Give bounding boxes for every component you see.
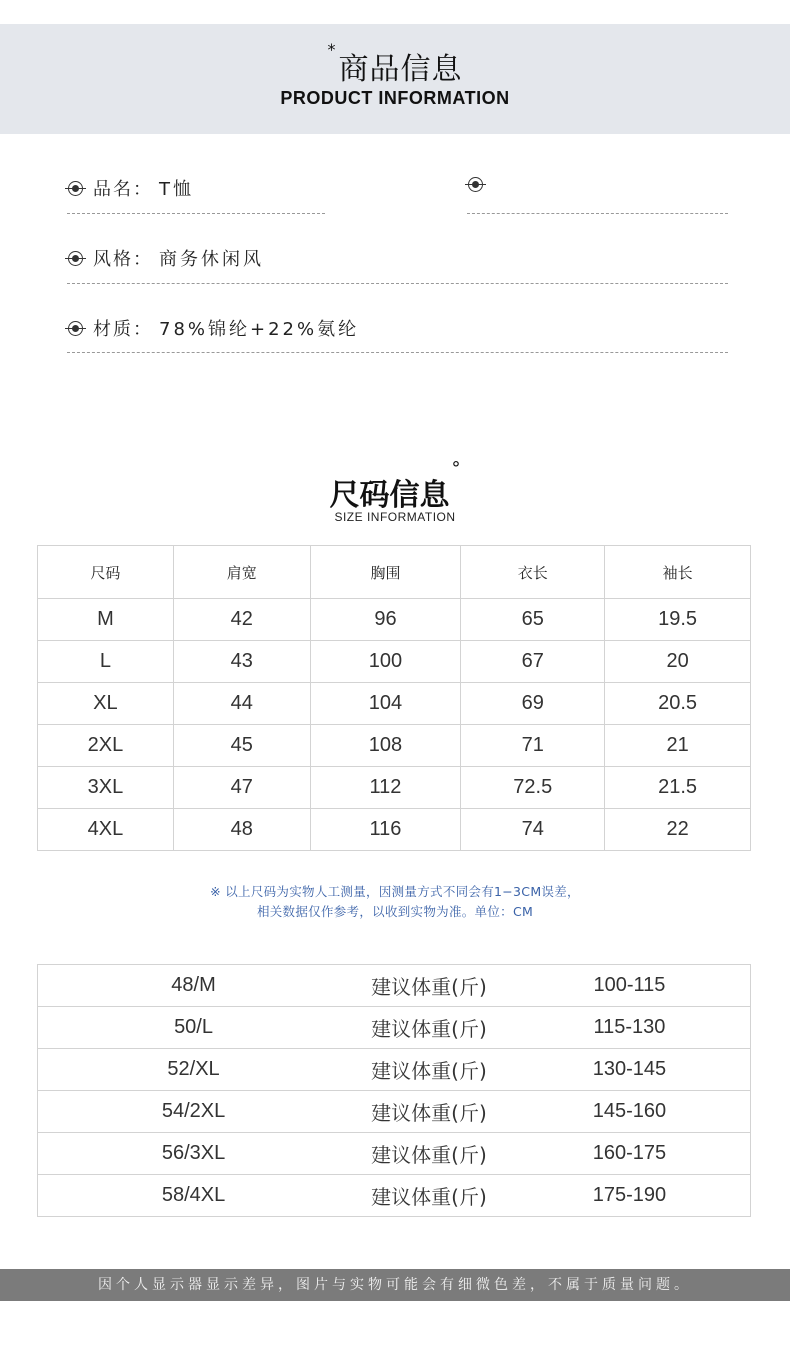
- material-label: 材质：: [93, 319, 153, 340]
- size-subtitle: SIZE INFORMATION: [334, 510, 456, 524]
- crosshair-icon: [468, 177, 483, 192]
- table-cell: M: [38, 599, 174, 641]
- crosshair-icon: [68, 321, 83, 336]
- weight-label-cell: 建议体重(斤): [349, 1049, 509, 1091]
- table-row: [38, 641, 751, 683]
- table-cell: 42: [173, 599, 310, 641]
- table-cell: 44: [173, 683, 310, 725]
- info-row-style: [68, 245, 264, 275]
- weight-label-cell: 建议体重(斤): [349, 1175, 509, 1217]
- style-value: 商务休闲风: [159, 249, 264, 270]
- column-header: 尺码: [38, 546, 174, 599]
- weight-label-cell: 建议体重(斤): [349, 1091, 509, 1133]
- table-row: [38, 767, 751, 809]
- table-cell: L: [38, 641, 174, 683]
- table-row: [38, 1175, 751, 1217]
- name-value: T恤: [159, 179, 194, 200]
- table-cell: 48: [173, 809, 310, 851]
- divider: [467, 213, 728, 214]
- table-cell: 45: [173, 725, 310, 767]
- column-header: 袖长: [605, 546, 751, 599]
- table-cell: 112: [310, 767, 461, 809]
- table-cell: 74: [461, 809, 605, 851]
- page-title-cn: 商品信息: [338, 52, 463, 87]
- table-cell: 21: [605, 725, 751, 767]
- table-cell: 116: [310, 809, 461, 851]
- measurement-note-line2: 相关数据仅作参考，以收到实物为准。单位：CM: [256, 904, 534, 919]
- size-cell: 58/4XL: [38, 1175, 350, 1217]
- title-star: *: [327, 40, 337, 59]
- table-cell: 108: [310, 725, 461, 767]
- table-row: [38, 965, 751, 1007]
- weight-range-cell: 130-145: [509, 1049, 751, 1091]
- crosshair-icon: [68, 251, 83, 266]
- table-row: [38, 725, 751, 767]
- weight-label-cell: 建议体重(斤): [349, 1007, 509, 1049]
- column-header: 衣长: [461, 546, 605, 599]
- table-row: [38, 809, 751, 851]
- size-table-header-row: [38, 546, 751, 599]
- column-header: 胸围: [310, 546, 461, 599]
- weight-label-cell: 建议体重(斤): [349, 965, 509, 1007]
- measurement-note-line1: ※ 以上尺码为实物人工测量，因测量方式不同会有1−3CM误差，: [210, 884, 580, 899]
- size-title: [0, 458, 790, 514]
- table-row: [38, 1133, 751, 1175]
- table-cell: 2XL: [38, 725, 174, 767]
- table-cell: XL: [38, 683, 174, 725]
- weight-range-cell: 175-190: [509, 1175, 751, 1217]
- table-row: [38, 1007, 751, 1049]
- header-banner: [0, 24, 790, 134]
- material-value: 78%锦纶+22%氨纶: [159, 319, 360, 340]
- style-label: 风格：: [93, 249, 153, 270]
- size-cell: 50/L: [38, 1007, 350, 1049]
- size-cell: 52/XL: [38, 1049, 350, 1091]
- weight-range-cell: 100-115: [509, 965, 751, 1007]
- divider: [67, 352, 728, 353]
- column-header: 肩宽: [173, 546, 310, 599]
- table-cell: 19.5: [605, 599, 751, 641]
- table-cell: 20.5: [605, 683, 751, 725]
- table-cell: 20: [605, 641, 751, 683]
- size-title-mark: °: [451, 458, 461, 479]
- table-cell: 47: [173, 767, 310, 809]
- table-cell: 96: [310, 599, 461, 641]
- info-row-empty: [468, 175, 493, 205]
- table-row: [38, 1049, 751, 1091]
- table-cell: 71: [461, 725, 605, 767]
- table-cell: 100: [310, 641, 461, 683]
- table-cell: 4XL: [38, 809, 174, 851]
- weight-table: [37, 964, 751, 1217]
- table-cell: 72.5: [461, 767, 605, 809]
- size-table: [37, 545, 751, 851]
- table-cell: 43: [173, 641, 310, 683]
- page-title: [0, 40, 790, 88]
- size-cell: 48/M: [38, 965, 350, 1007]
- table-cell: 3XL: [38, 767, 174, 809]
- weight-range-cell: 160-175: [509, 1133, 751, 1175]
- table-cell: 65: [461, 599, 605, 641]
- footer-disclaimer: 因个人显示器显示差异，图片与实物可能会有细微色差，不属于质量问题。: [0, 1269, 790, 1301]
- info-row-material: [68, 315, 359, 345]
- table-row: [38, 1091, 751, 1133]
- crosshair-icon: [68, 181, 83, 196]
- size-title-cn: 尺码信息: [329, 478, 450, 513]
- table-row: [38, 599, 751, 641]
- divider: [67, 213, 325, 214]
- size-cell: 54/2XL: [38, 1091, 350, 1133]
- weight-label-cell: 建议体重(斤): [349, 1133, 509, 1175]
- table-cell: 67: [461, 641, 605, 683]
- name-label: 品名：: [93, 179, 153, 200]
- table-cell: 22: [605, 809, 751, 851]
- size-cell: 56/3XL: [38, 1133, 350, 1175]
- page-subtitle: PRODUCT INFORMATION: [280, 88, 510, 108]
- weight-range-cell: 145-160: [509, 1091, 751, 1133]
- table-cell: 21.5: [605, 767, 751, 809]
- info-row-name: [68, 175, 194, 205]
- table-cell: 69: [461, 683, 605, 725]
- weight-range-cell: 115-130: [509, 1007, 751, 1049]
- table-row: [38, 683, 751, 725]
- table-cell: 104: [310, 683, 461, 725]
- divider: [67, 283, 728, 284]
